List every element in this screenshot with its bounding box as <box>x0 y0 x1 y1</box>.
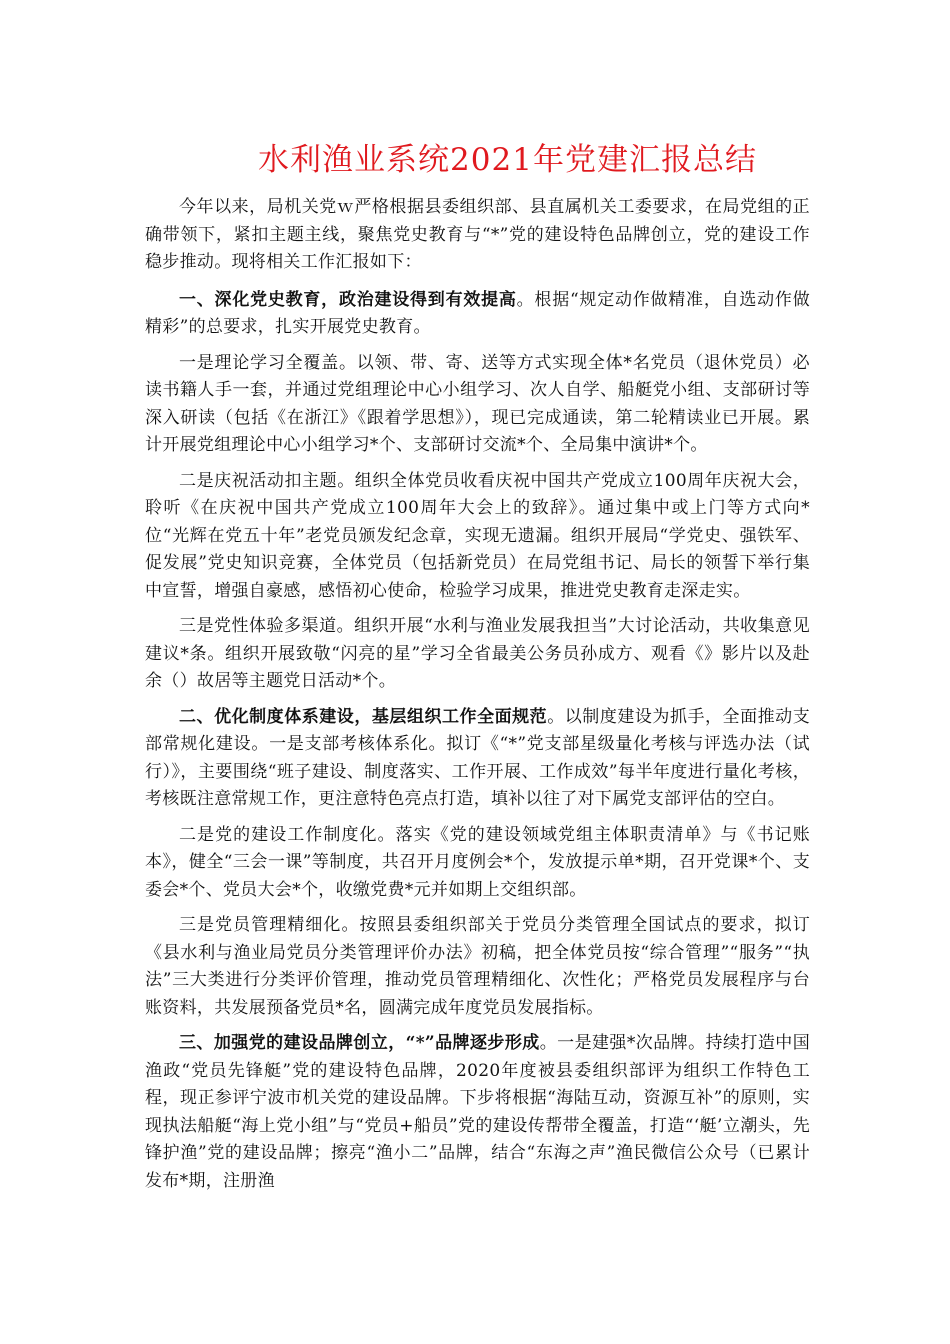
section-text-1: 。根据“规定动作做精准，自选动作做精彩”的总要求，扎实开展党史教育。 <box>145 289 810 337</box>
section-paragraph-1 <box>145 287 810 342</box>
section-text-3: 。一是建强*次品牌。持续打造中国渔政“党员先锋艇”党的建设特色品牌，2020年度被县委组织部评为组织工作特色工程，现正参评宁波市机关党的建设品牌。下步将根据“海陆互动，资源互补”的原则，实现执法船艇“海上党小组”与“党员+船员”党的建设传帮带全覆盖，打造“‘艇’立潮头，先锋护渔”党的建设品牌；擦亮“渔小二”品牌，结合“东海之声”渔民微信公众号（已累计发布*期，注册渔 <box>145 1033 810 1191</box>
document-title: 水利渔业系统2021年党建汇报总结 <box>258 142 757 178</box>
paragraph-member-management: 三是党员管理精细化。按照县委组织部关于党员分类管理全国试点的要求，拟订《县水利与渔业局党员分类管理评价办法》初稿，把全体党员按“综合管理”“服务”“执法”三大类进行分类评价管理，推动党员管理精细化、次性化；严格党员发展程序与台账资料，共发展预备党员*名，圆满完成年度党员发展指标。 <box>145 915 810 1018</box>
paragraph-system-rules: 二是党的建设工作制度化。落实《党的建设领域党组主体职责清单》与《书记账本》，健全“三会一课”等制度，共召开月度例会*个，发放提示单*期，召开党课*个、支委会*个、党员大会*个，收缴党费*元并如期上交组织部。 <box>145 824 810 900</box>
section-paragraph-2 <box>145 704 810 814</box>
section-text-2: 。以制度建设为抓手，全面推动支部常规化建设。一是支部考核体系化。拟订《“*”党支部星级量化考核与评选办法（试行）》，主要围绕“班子建设、制度落实、工作开展、工作成效”每半年度进行量化考核，考核既注意常规工作，更注意特色亮点打造，填补以往了对下属党支部评估的空白。 <box>145 706 810 809</box>
section-heading-1: 一、深化党史教育，政治建设得到有效提高 <box>179 289 517 310</box>
intro-paragraph: 今年以来，局机关党ｗ严格根据县委组织部、县直属机关工委要求，在局党组的正确带领下，紧扣主题主线，聚焦党史教育与“*”党的建设特色品牌创立，党的建设工作稳步推动。现将相关工作汇报如下： <box>145 197 810 272</box>
paragraph-party-experience: 三是党性体验多渠道。组织开展“水利与渔业发展我担当”大讨论活动，共收集意见建议*条。组织开展致敬“闪亮的星”学习全省最美公务员孙成方、观看《》影片以及赴余（）故居等主题党日活动*个。 <box>145 616 810 691</box>
section-heading-2: 二、优化制度体系建设，基层组织工作全面规范 <box>179 706 548 727</box>
paragraph-theory-study: 一是理论学习全覆盖。以领、带、寄、送等方式实现全体*名党员（退休党员）必读书籍人手一套，并通过党组理论中心小组学习、次人自学、船艇党小组、支部研讨等深入研读（包括《在浙江》《跟着学思想》），现已完成通读，第二轮精读业已开展。累计开展党组理论中心小组学习*个、支部研讨交流*个、全局集中演讲*个。 <box>145 352 810 455</box>
document-page <box>145 130 810 1203</box>
section-heading-3: 三、加强党的建设品牌创立，“*”品牌逐步形成 <box>179 1033 540 1053</box>
paragraph-celebration: 二是庆祝活动扣主题。组织全体党员收看庆祝中国共产党成立100周年庆祝大会，聆听《在庆祝中国共产党成立100周年大会上的致辞》。通过集中或上门等方式向*位“光辉在党五十年”老党员颁发纪念章，实现无遗漏。组织开展局“学党史、强铁军、促发展”党史知识竞赛，全体党员（包括新党员）在局党组书记、局长的领誓下举行集中宣誓，增强自豪感，感悟初心使命，检验学习成果，推进党史教育走深走实。 <box>145 470 810 601</box>
section-paragraph-3 <box>145 1030 810 1195</box>
